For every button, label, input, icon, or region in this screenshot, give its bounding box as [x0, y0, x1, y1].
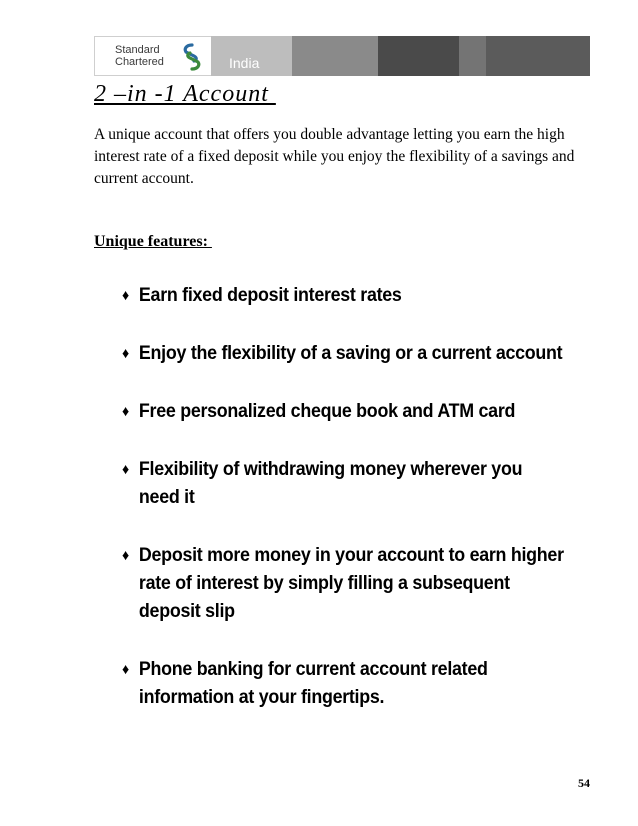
page-title: 2 –in -1 Account — [94, 81, 276, 107]
diamond-bullet-icon: ♦ — [122, 287, 129, 304]
feature-text: Phone banking for current account related information at your fingertips. — [138, 659, 488, 708]
intro-paragraph: A unique account that offers you double advantage letting you earn the high interest rate of a fixed deposit while you enjoy the flexibility of a savings and current account. — [94, 126, 575, 187]
standard-chartered-swirl-icon — [180, 43, 204, 71]
feature-text: Flexibility of withdrawing money wherever you need it — [138, 459, 523, 508]
list-item — [122, 398, 564, 426]
feature-text: Free personalized cheque book and ATM card — [138, 401, 516, 422]
decorative-band — [486, 36, 590, 76]
list-item — [122, 542, 564, 626]
list-item — [122, 656, 564, 712]
logo-text — [115, 44, 164, 68]
diamond-bullet-icon: ♦ — [122, 661, 129, 678]
list-item — [122, 456, 564, 512]
diamond-bullet-icon: ♦ — [122, 461, 129, 478]
feature-text: Earn fixed deposit interest rates — [138, 285, 402, 306]
decorative-band — [378, 36, 459, 76]
list-item — [122, 340, 564, 368]
features-heading: Unique features: — [94, 233, 212, 250]
list-item — [122, 282, 564, 310]
logo-line-2: Chartered — [115, 56, 164, 68]
diamond-bullet-icon: ♦ — [122, 547, 129, 564]
features-list — [122, 282, 592, 742]
feature-text: Deposit more money in your account to earn higher rate of interest by simply filling a subsequent deposit slip — [138, 545, 564, 622]
region-label: India — [229, 55, 260, 71]
feature-text: Enjoy the flexibility of a saving or a current account — [138, 343, 563, 364]
header-banner — [94, 36, 590, 76]
diamond-bullet-icon: ♦ — [122, 345, 129, 362]
region-band — [211, 36, 292, 76]
page-number: 54 — [578, 776, 590, 790]
logo-line-1: Standard — [115, 44, 160, 56]
decorative-band — [459, 36, 486, 76]
standard-chartered-logo — [94, 36, 211, 76]
diamond-bullet-icon: ♦ — [122, 403, 129, 420]
decorative-band — [292, 36, 378, 76]
